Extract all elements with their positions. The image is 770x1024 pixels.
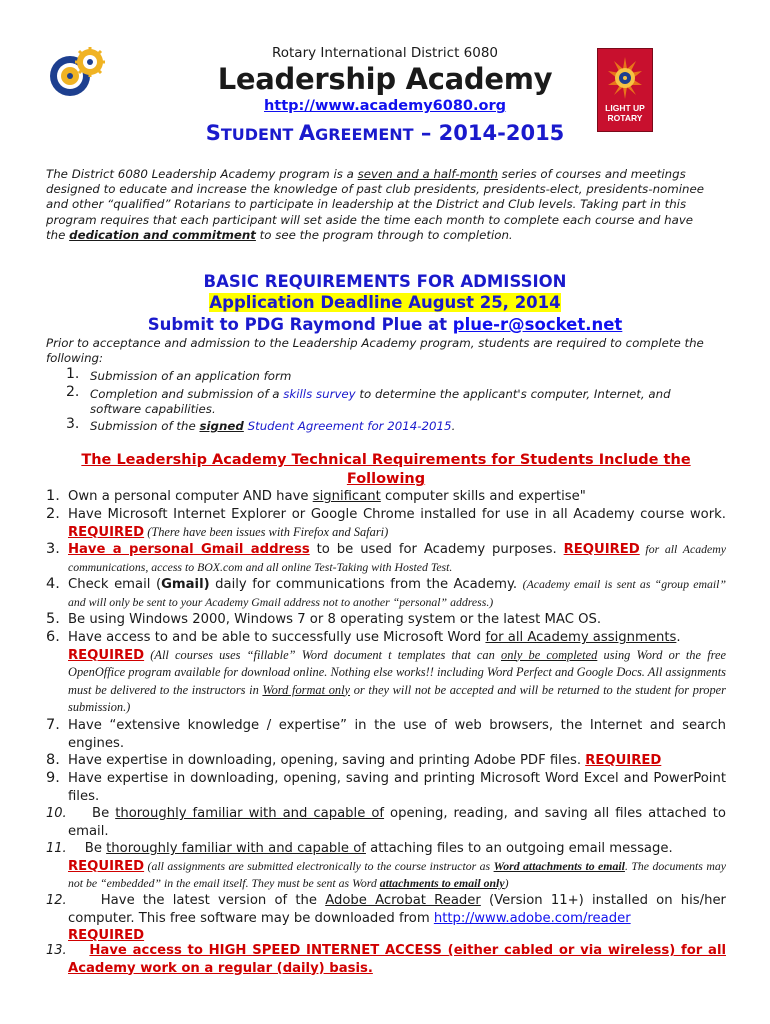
req-text: Check email ( [68, 577, 162, 592]
req-text: Be [84, 841, 107, 856]
req-text: . [676, 630, 681, 645]
admission-item [66, 416, 716, 434]
agreement-title-initial-s: S [205, 121, 221, 145]
application-deadline [0, 293, 770, 312]
technical-requirements-heading: The Leadership Academy Technical Requirements for Students Include the Following [81, 452, 691, 487]
requirement-item-13 [46, 942, 726, 977]
logo-text-rotary: ROTARY [607, 113, 643, 123]
requirement-number: 2. [46, 506, 60, 522]
admission-number: 2. [66, 384, 80, 400]
requirement-number: 3. [46, 541, 60, 557]
requirement-text [68, 611, 726, 629]
agreement-title-initial-a: A [298, 121, 316, 145]
academy-website-link[interactable]: http://www.academy6080.org [263, 98, 507, 114]
requirement-number: 1. [46, 488, 60, 504]
requirement-text [68, 840, 726, 893]
required-label: REQUIRED [68, 524, 145, 540]
agreement-title-tudent: TUDENT [220, 125, 299, 144]
requirement-item-2 [46, 506, 726, 541]
admission-text-a: Submission of the [90, 419, 200, 433]
req-note-underline: Word format only [262, 682, 351, 697]
req-note: (All courses uses “fillable” Word document t templates that can [144, 647, 501, 662]
requirement-text [68, 752, 726, 770]
requirement-text [68, 629, 726, 717]
req-note: for all Academy communications, access to BOX.com and all online Test-Taking with Hosted Test. [68, 542, 727, 574]
req-note: using Word or the free OpenOffice program available for download online. Nothing else works!! including Word Perfect and Google Docs. All assignments must be delivered to the instructors in [68, 647, 726, 697]
requirement-item-5 [46, 611, 726, 629]
requirement-item-3 [46, 541, 726, 576]
admission-number: 3. [66, 416, 80, 432]
req-note-underline: only be completed [501, 647, 598, 662]
admission-text-b: to determine the applicant's computer, Internet, and software capabilities. [90, 387, 671, 416]
requirement-number: 8. [46, 752, 60, 768]
requirement-text [68, 541, 726, 576]
agreement-title-years: – 2014-2015 [413, 121, 565, 145]
intro-text-2: series of courses and meetings designed to educate and increase the knowledge of past club presidents, presidents-elect, presidents-nominee and other “qualified” Rotarians to participate in leadership at the District and Club levels. Taking part in this program requires that each participant will set aside the time each month to complete each course and have the [46, 167, 705, 242]
page-title: Leadership Academy [217, 62, 553, 96]
req-text: Have access to and be able to successfully use Microsoft Word [68, 630, 486, 645]
req-text: Have expertise in downloading, opening, saving and printing Microsoft Word Excel and PowerPoint files. [68, 771, 726, 804]
submit-email-link[interactable]: plue-r@socket.net [452, 315, 623, 334]
req-text: opening, reading, and saving all files attached to email. [68, 806, 726, 839]
req-text: computer skills and expertise" [380, 489, 586, 504]
required-label: REQUIRED [563, 542, 640, 557]
intro-text-3: to see the program through to completion. [255, 227, 513, 242]
requirement-number: 10. [46, 806, 67, 821]
requirement-number: 4. [46, 576, 60, 592]
req-note: (There have been issues with Firefox and Safari) [144, 524, 389, 539]
req-underline: significant [312, 489, 381, 504]
gmail-requirement: Have a personal Gmail address [68, 542, 310, 557]
skills-survey-link[interactable]: skills survey [283, 387, 356, 401]
required-label: REQUIRED [68, 928, 145, 943]
admission-text [90, 387, 716, 417]
admission-number: 1. [66, 366, 80, 382]
requirement-item-1 [46, 488, 726, 506]
requirement-text [68, 576, 726, 611]
req-text: to be used for Academy purposes. [309, 542, 564, 557]
req-underline: for all Academy assignments [485, 630, 677, 645]
req-underline: thoroughly familiar with and capable of [115, 806, 385, 821]
requirement-item-9 [46, 770, 726, 805]
req-note: . The documents may not be “embedded” in the email itself. They must be sent as Word [68, 858, 726, 890]
req-text: Have the latest version of the [100, 893, 326, 908]
requirement-text [68, 770, 726, 805]
admission-text [90, 369, 716, 384]
required-label: REQUIRED [68, 647, 145, 663]
admission-text-a: Submission of an application form [90, 369, 292, 383]
requirement-text [68, 717, 726, 752]
req-note: (all assignments are submitted electronically to the course instructor as [144, 858, 494, 873]
req-bold: Gmail) [161, 577, 210, 592]
requirement-item-11 [46, 840, 726, 893]
requirement-number: 6. [46, 629, 60, 645]
requirement-number: 12. [46, 893, 67, 908]
intro-duration: seven and a half-month [357, 167, 498, 181]
requirement-number: 5. [46, 611, 60, 627]
admission-item [66, 384, 716, 417]
requirement-text [68, 892, 726, 945]
admission-period: . [451, 419, 456, 433]
req-underline: Adobe Acrobat Reader [325, 893, 481, 908]
submit-to-text: Submit to PDG Raymond Plue at [147, 315, 453, 334]
intro-paragraph [46, 167, 706, 243]
admission-text [90, 419, 716, 434]
organization-name: Rotary International District 6080 [271, 45, 499, 61]
requirement-item-10 [46, 805, 726, 840]
req-note: or they will not be accepted and will be returned to the student for proper submission.) [68, 682, 726, 714]
requirement-text [68, 942, 726, 977]
req-text: attaching files to an outgoing email message. [365, 841, 673, 856]
admission-item [66, 366, 716, 384]
req-text: (Version 11+) installed on his/her computer. This free software may be downloaded from [68, 893, 726, 926]
prior-acceptance-text: Prior to acceptance and admission to the Leadership Academy program, students are required to complete the following: [46, 336, 704, 365]
admission-signed: signed [199, 419, 244, 433]
requirement-text [68, 488, 726, 506]
logo-text-light-up: LIGHT UP [605, 103, 645, 113]
requirement-item-6 [46, 629, 726, 717]
req-text: Be using Windows 2000, Windows 7 or 8 operating system or the latest MAC OS. [68, 612, 602, 627]
requirement-text [68, 805, 726, 840]
req-note: (Academy email is sent as “group email” and will only be sent to your Academy Gmail address not to another “personal” address.) [68, 577, 727, 609]
requirement-item-4 [46, 576, 726, 611]
req-text: Have “extensive knowledge / expertise” in the use of web browsers, the Internet and search engines. [68, 718, 726, 751]
requirement-number: 13. [46, 943, 67, 958]
req-text: daily for communications from the Academy. [209, 577, 523, 592]
intro-text-1: The District 6080 Leadership Academy program is a [46, 167, 358, 181]
agreement-title-greement: GREEMENT [315, 125, 414, 144]
submit-to-line [0, 315, 770, 334]
req-underline: thoroughly familiar with and capable of [106, 841, 366, 856]
basic-requirements-heading: BASIC REQUIREMENTS FOR ADMISSION [203, 272, 567, 291]
requirement-number: 7. [46, 717, 60, 733]
req-text: Have Microsoft Internet Explorer or Google Chrome installed for use in all Academy course work. [68, 507, 726, 522]
req-note-bold: Word attachments to email [493, 858, 625, 873]
adobe-reader-link[interactable]: http://www.adobe.com/reader [433, 910, 631, 926]
requirement-item-7 [46, 717, 726, 752]
req-text: Have expertise in downloading, opening, saving and printing Adobe PDF files. [68, 753, 586, 768]
required-label: REQUIRED [585, 753, 662, 768]
requirement-number: 9. [46, 770, 60, 786]
req-text: Own a personal computer AND have [68, 489, 313, 504]
agreement-title [0, 121, 770, 145]
high-speed-internet-requirement: Have access to HIGH SPEED INTERNET ACCESS (either cabled or via wireless) for all Academy work on a regular (daily) basis. [68, 943, 726, 976]
requirement-item-12 [46, 892, 726, 945]
admission-text-a: Completion and submission of a [90, 387, 284, 401]
required-label: REQUIRED [68, 858, 145, 874]
requirement-number: 11. [46, 841, 67, 856]
student-agreement-link[interactable]: Student Agreement for 2014-2015 [243, 419, 452, 433]
intro-dedication: dedication and commitment [69, 227, 256, 242]
requirement-item-8 [46, 752, 726, 770]
application-deadline-text: Application Deadline August 25, 2014 [209, 293, 561, 312]
req-note-bold: attachments to email only [379, 876, 505, 890]
req-text: Be [92, 806, 116, 821]
req-note: ) [504, 876, 509, 890]
requirement-text [68, 506, 726, 541]
